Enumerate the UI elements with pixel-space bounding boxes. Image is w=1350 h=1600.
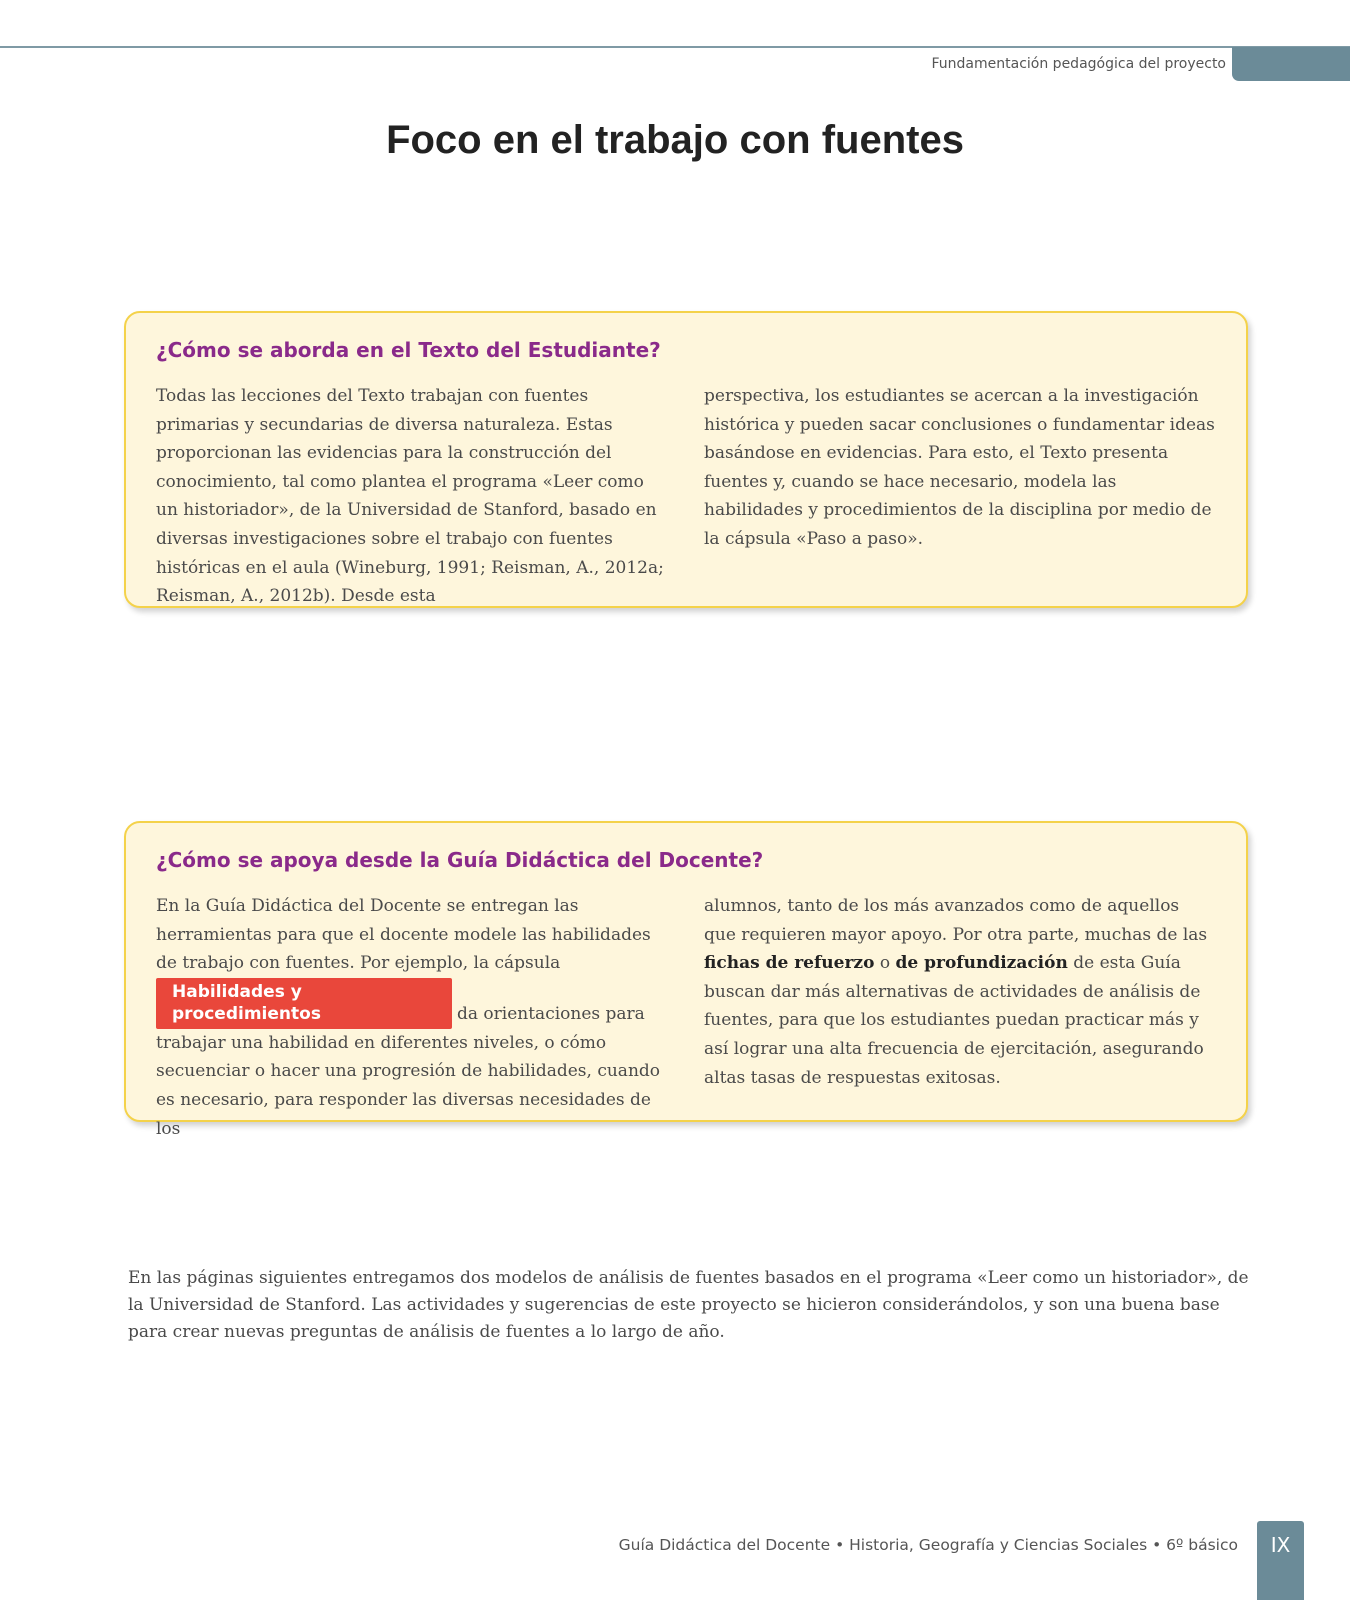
top-rule	[0, 46, 1350, 48]
teacher-guide-text-c: de esta Guía buscan dar más alternativas de actividades de análisis de fuentes, para que los estudiantes puedan practicar más y así lograr una alta frecuencia de ejercitación, asegurando altas tasas de respuestas exitosas.	[704, 953, 1204, 1088]
teacher-guide-intro: En la Guía Didáctica del Docente se entregan las herramientas para que el docente modele las habilidades de trabajo con fuentes. Por ejemplo, la cápsula	[156, 896, 651, 974]
teacher-guide-paragraph-2	[704, 892, 1216, 1092]
teacher-guide-rest: da orientaciones para trabajar una habilidad en diferentes niveles, o cómo secuenciar o hacer una progresión de habilidades, cuando es necesario, para responder las diversas necesidades de los	[156, 1003, 661, 1139]
page-title: Foco en el trabajo con fuentes	[386, 118, 964, 162]
student-text-paragraph-1: Todas las lecciones del Texto trabajan con fuentes primarias y secundarias de diversa naturaleza. Estas proporcionan las evidencias para la construcción del conocimiento, tal como plantea el programa «Leer como un historiador», de la Universidad de Stanford, basado en diversas investigaciones sobre el trabajo con fuentes históricas en el aula (Wineburg, 1991; Reisman, A., 2012a; Reisman, A., 2012b). Desde esta	[156, 386, 664, 607]
footer-label: Guía Didáctica del Docente • Historia, Geografía y Ciencias Sociales • 6º básico	[618, 1536, 1238, 1554]
teacher-guide-paragraph-1	[156, 892, 668, 1143]
page-number: IX	[1270, 1533, 1291, 1557]
closing-paragraph: En las páginas siguientes entregamos dos modelos de análisis de fuentes basados en el programa «Leer como un historiador», de la Universidad de Stanford. Las actividades y sugerencias de este proyecto se hicieron considerándolos, y son una buena base para crear nuevas preguntas de análisis de fuentes a lo largo de año.	[128, 1268, 1249, 1342]
student-text-paragraph-2: perspectiva, los estudiantes se acercan a la investigación histórica y pueden sacar conclusiones o fundamentar ideas basándose en evidencias. Para esto, el Texto presenta fuentes y, cuando se hace necesario, modela las habilidades y procedimientos de la disciplina por medio de la cápsula «Paso a paso».	[704, 386, 1215, 549]
student-text-col-2	[704, 382, 1216, 611]
section-label: Fundamentación pedagógica del proyecto	[931, 56, 1226, 72]
section-tab	[1232, 47, 1350, 81]
page-number-tab	[1257, 1521, 1304, 1600]
teacher-guide-box	[124, 821, 1248, 1139]
teacher-guide-col-2	[704, 892, 1216, 1143]
teacher-guide-text-a: alumnos, tanto de los más avanzados como de aquellos que requieren mayor apoyo. Por otra parte, muchas de las	[704, 896, 1208, 945]
teacher-guide-col-1	[156, 892, 668, 1143]
fichas-refuerzo-bold: fichas de refuerzo	[704, 953, 875, 974]
student-text-box	[124, 311, 1248, 608]
teacher-guide-columns	[156, 892, 1216, 1143]
teacher-guide-heading: ¿Cómo se apoya desde la Guía Didáctica del Docente?	[156, 848, 764, 872]
profundizacion-bold: de profundización	[895, 953, 1068, 974]
capsule-badge: Habilidades y procedimientos	[156, 978, 452, 1029]
student-text-columns	[156, 382, 1216, 611]
teacher-guide-text-b: o	[879, 953, 891, 974]
student-text-heading: ¿Cómo se aborda en el Texto del Estudiante?	[156, 338, 661, 362]
student-text-col-1	[156, 382, 668, 611]
